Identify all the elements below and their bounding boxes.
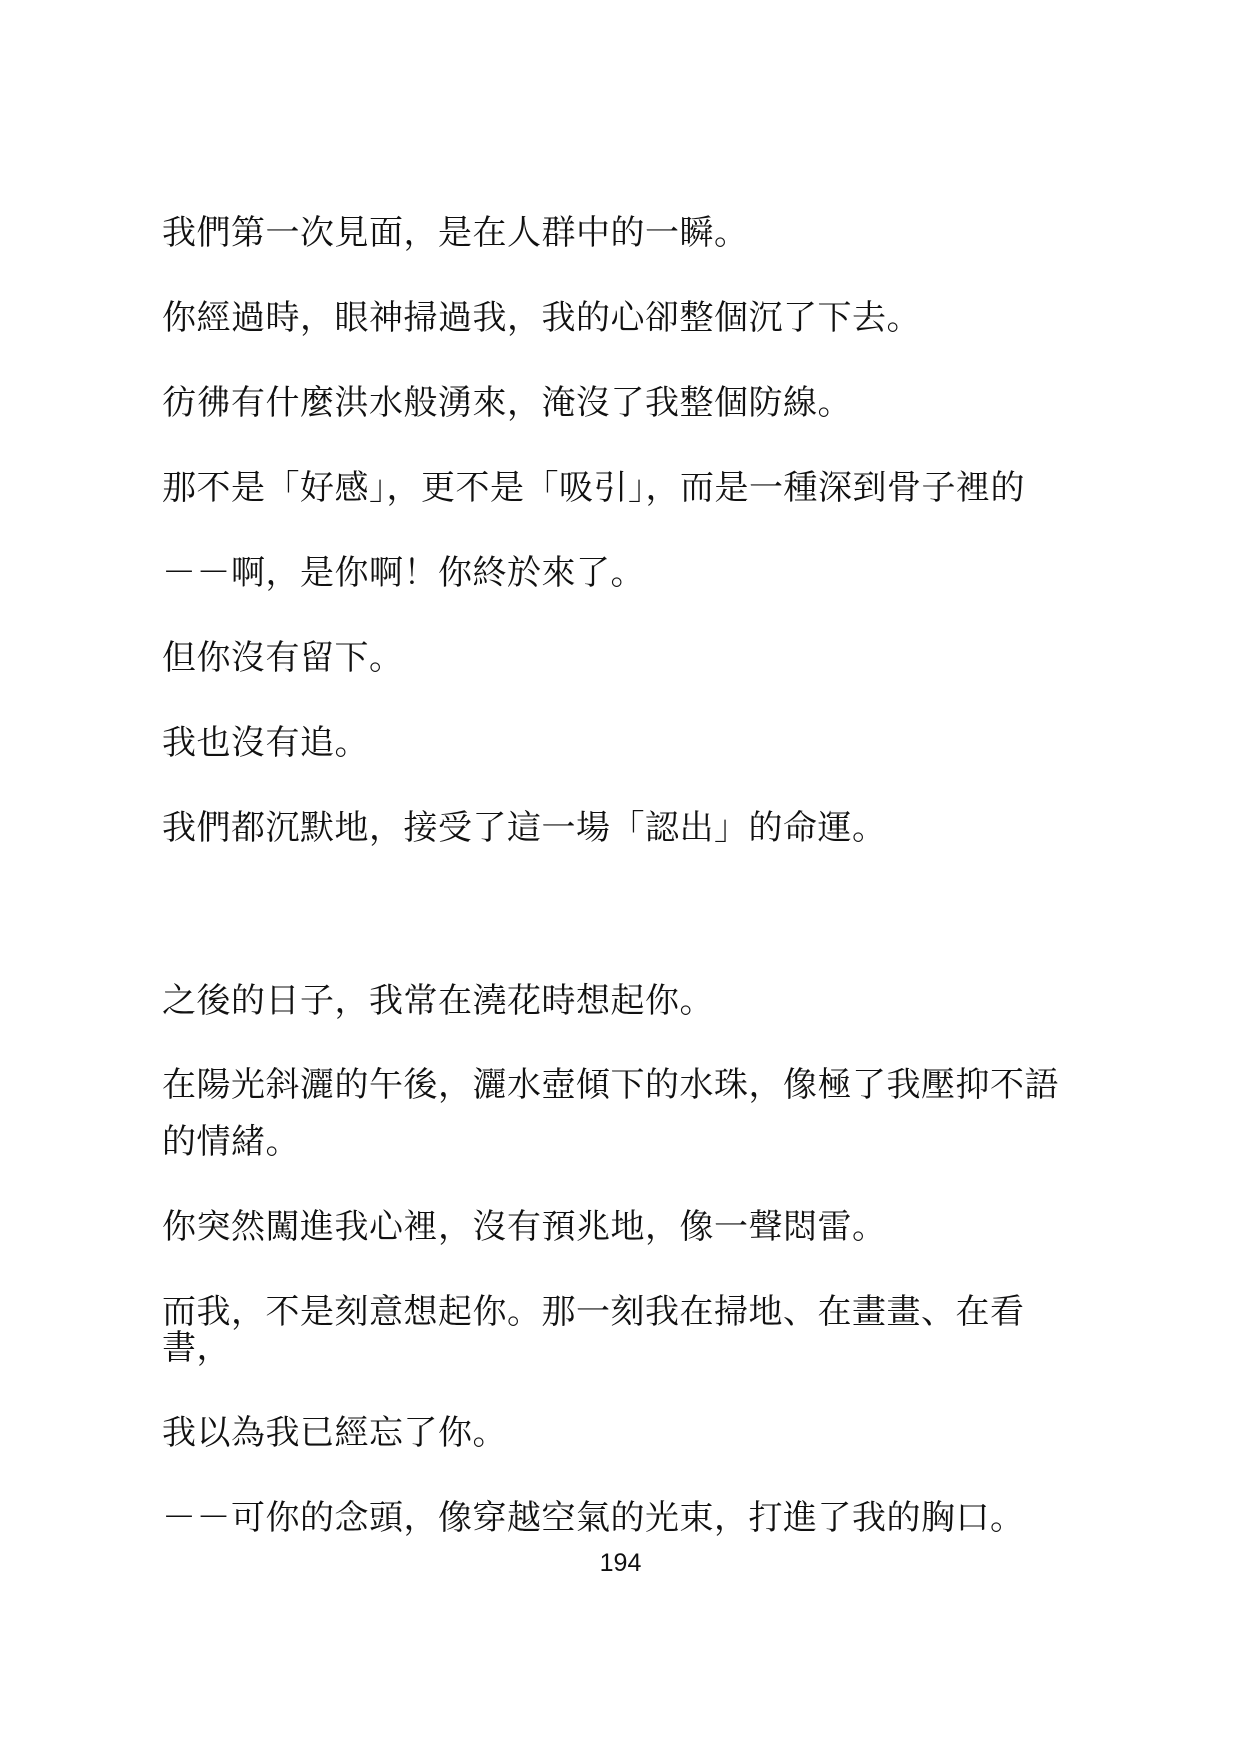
text-line: 在陽光斜灑的午後，灑水壺傾下的水珠，像極了我壓抑不語的情緒。 [162, 1065, 1059, 1162]
text-line: －－啊，是你啊！你終於來了。 [162, 553, 645, 593]
text-line: 你突然闖進我心裡，沒有預兆地，像一聲悶雷。 [162, 1207, 887, 1247]
text-section-afterwards [162, 983, 1092, 1585]
text-line: 你經過時，眼神掃過我，我的心卻整個沉了下去。 [162, 298, 921, 338]
text-line: －－可你的念頭，像穿越空氣的光束，打進了我的胸口。 [162, 1498, 1025, 1538]
text-line: 之後的日子，我常在澆花時想起你。 [162, 981, 714, 1021]
text-section-first-meeting [162, 215, 1092, 895]
text-line: 我們都沉默地，接受了這一場「認出」的命運。 [162, 808, 887, 848]
text-line: 但你沒有留下。 [162, 638, 404, 678]
text-line: 我以為我已經忘了你。 [162, 1413, 507, 1453]
text-line: 我們第一次見面，是在人群中的一瞬。 [162, 213, 749, 253]
text-line: 彷彿有什麼洪水般湧來，淹沒了我整個防線。 [162, 383, 852, 423]
text-line: 而我，不是刻意想起你。那一刻我在掃地、在畫畫、在看書， [162, 1292, 1025, 1368]
text-line: 我也沒有追。 [162, 723, 369, 763]
page-number: 194 [599, 1549, 642, 1577]
text-line: 那不是「好感」，更不是「吸引」，而是一種深到骨子裡的 [162, 468, 1025, 508]
